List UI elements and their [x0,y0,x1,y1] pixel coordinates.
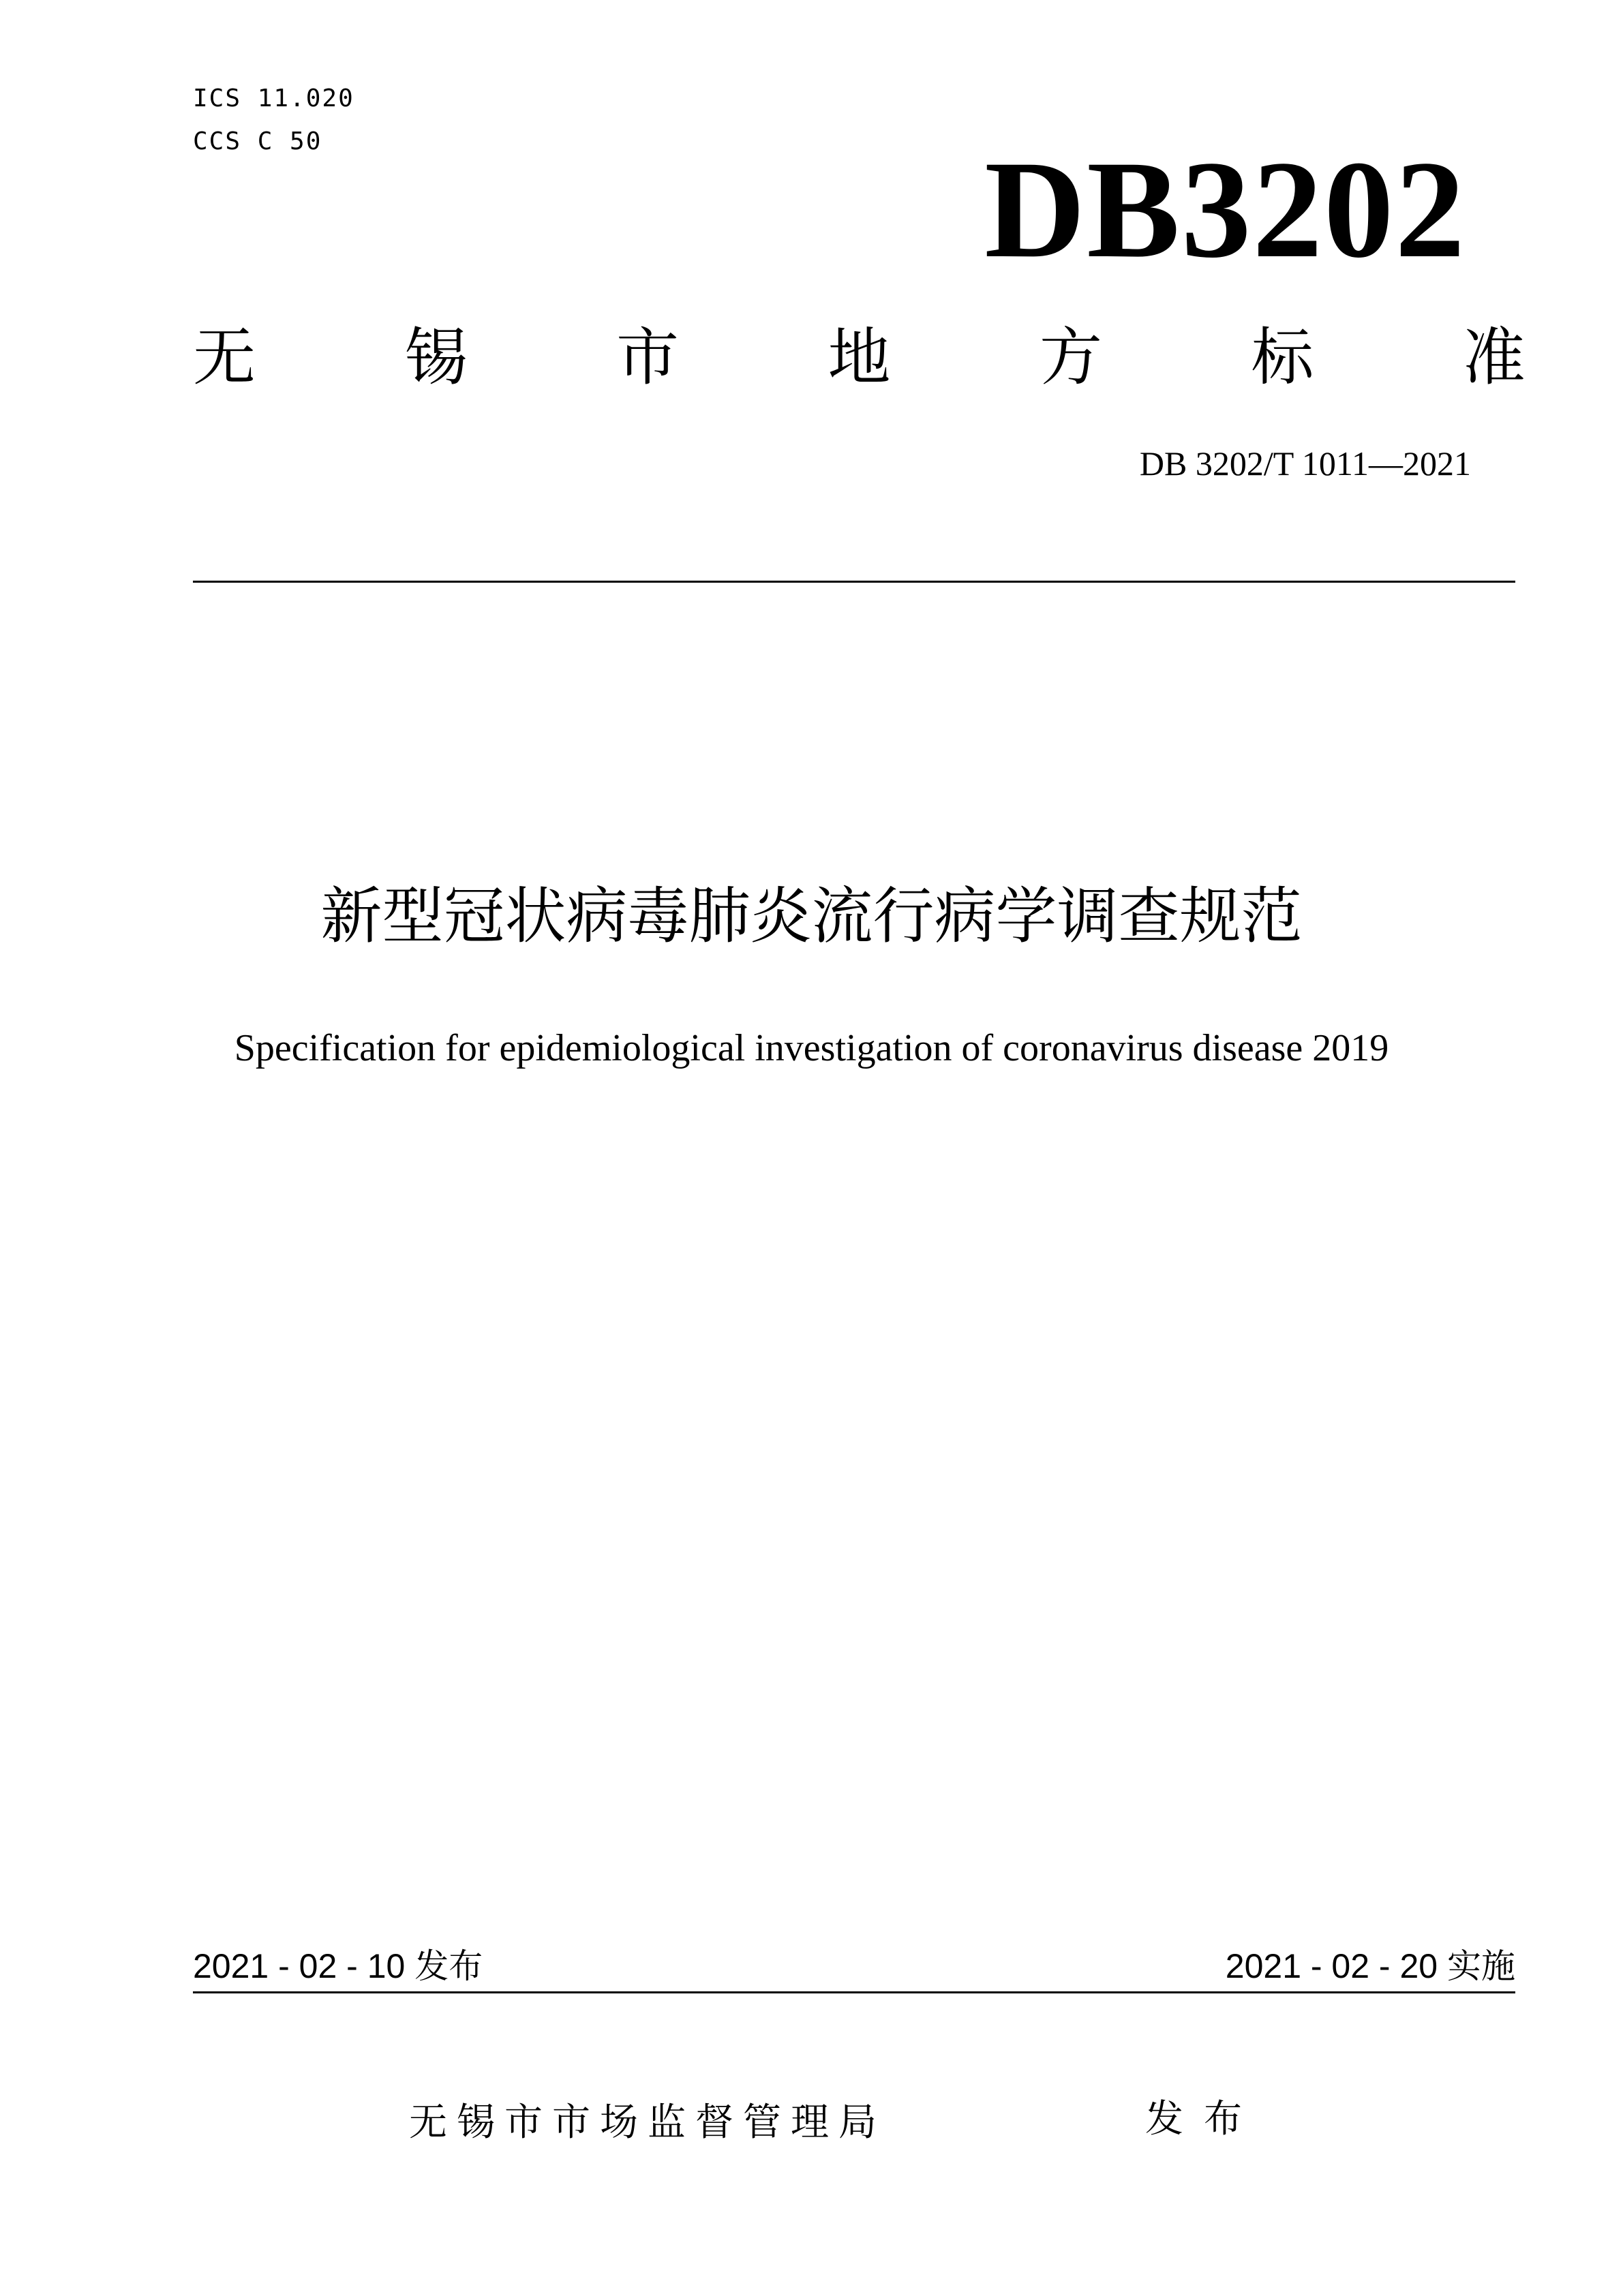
standard-type-char: 无 [193,321,256,394]
standard-type-title [193,320,1526,395]
ics-code: ICS 11.020 [193,85,354,112]
top-divider [193,581,1515,583]
standard-type-char: 方 [1039,321,1102,394]
implementation-date: 2021 - 02 - 20 实施 [1225,1947,1515,1985]
standard-type-char: 准 [1462,321,1526,394]
publish-label: 发布 [1145,2097,1262,2141]
standard-number: DB 3202/T 1011—2021 [1139,444,1471,483]
standard-type-char: 市 [616,321,679,394]
issue-date: 2021 - 02 - 10 发布 [193,1947,483,1985]
publisher-name: 无锡市市场监督管理局 [409,2100,886,2145]
ccs-code: CCS C 50 [193,127,322,155]
standard-type-char: 标 [1251,321,1314,394]
title-english: Specification for epidemiological investigation of coronavirus disease 2019 [234,1027,1389,1069]
bottom-divider [193,1991,1515,1993]
standard-type-char: 地 [828,321,891,394]
standard-type-char: 锡 [404,321,468,394]
title-chinese: 新型冠状病毒肺炎流行病学调查规范 [320,881,1303,952]
db-mark: DB3202 [984,132,1466,287]
